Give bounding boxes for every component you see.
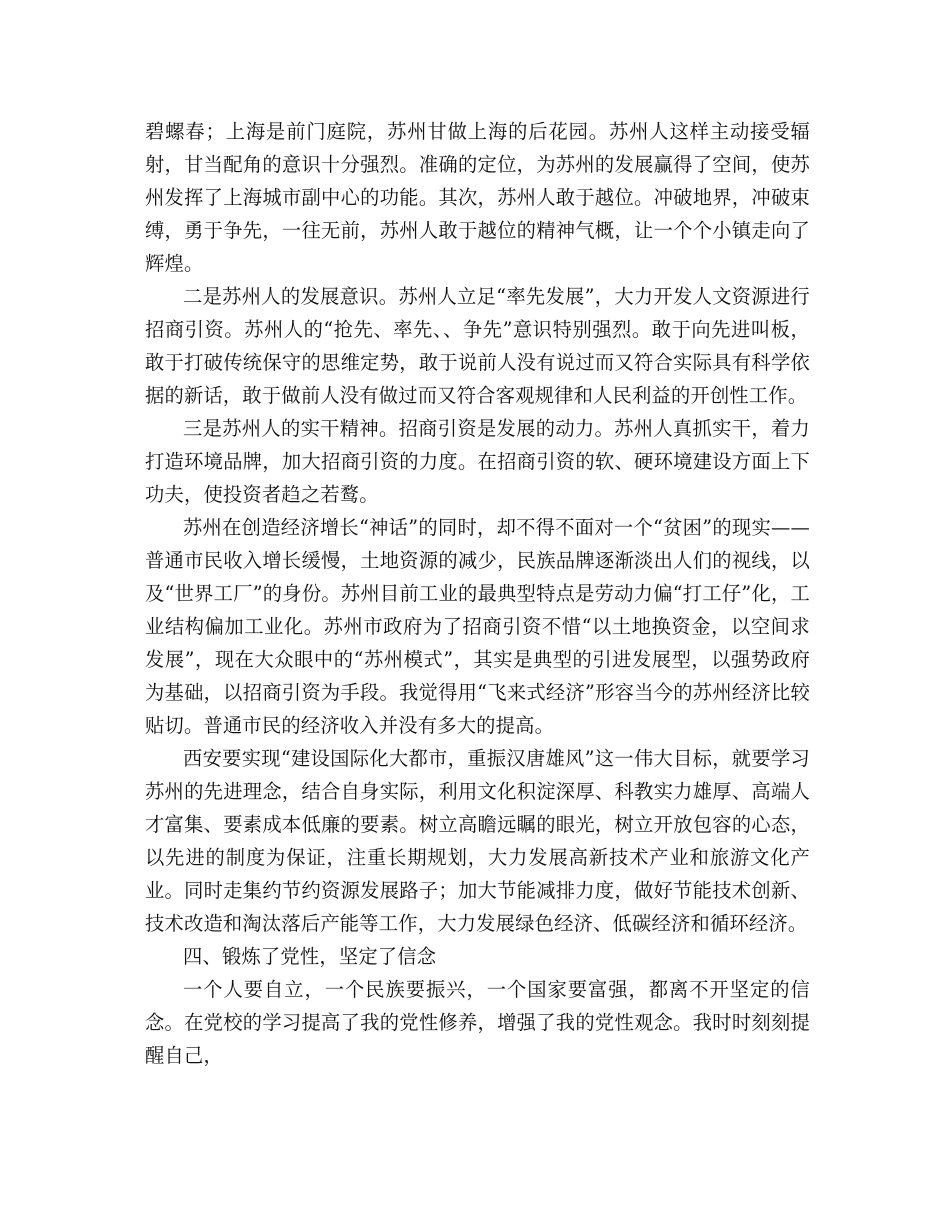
paragraph-4: 苏州在创造经济增长“神话”的同时，却不得不面对一个“贫困”的现实——普通市民收入增长缓慢，土地资源的减少，民族品牌逐渐淡出人们的视线，以及“世界工厂”的身份。苏州目前工业的最典型特点是劳动力偏“打工仔”化，工业结构偏加工业化。苏州市政府为了招商引资不惜“以土地换资金，以空间求发展”，现在大众眼中的“苏州模式”，其实是典型的引进发展型，以强势政府为基础，以招商引资为手段。我觉得用“飞来式经济”形容当今的苏州经济比较贴切。普通市民的经济收入并没有多大的提高。: [145, 516, 810, 737]
paragraph-1: 碧螺春；上海是前门庭院，苏州甘做上海的后花园。苏州人这样主动接受辐射，甘当配角的意识十分强烈。准确的定位，为苏州的发展赢得了空间，使苏州发挥了上海城市副中心的功能。其次，苏州人敢于越位。冲破地界，冲破束缚，勇于争先，一往无前，苏州人敢于越位的精神气概，让一个个小镇走向了辉煌。: [145, 120, 810, 275]
paragraph-5: 西安要实现“建设国际化大都市，重振汉唐雄风”这一伟大目标，就要学习苏州的先进理念，结合自身实际，利用文化积淀深厚、科教实力雄厚、高端人才富集、要素成本低廉的要素。树立高瞻远瞩的眼光，树立开放包容的心态，以先进的制度为保证，注重长期规划，大力发展高新技术产业和旅游文化产业。同时走集约节约资源发展路子；加大节能减排力度，做好节能技术创新、技术改造和淘汰落后产能等工作，大力发展绿色经济、低碳经济和循环经济。: [145, 747, 810, 935]
document-body: [145, 115, 810, 1072]
paragraph-2: 二是苏州人的发展意识。苏州人立足“率先发展”，大力开发人文资源进行招商引资。苏州人的“抢先、率先、、争先”意识特别强烈。敢于向先进叫板，敢于打破传统保守的思维定势，敢于说前人没有说过而又符合实际具有科学依据的新话，敢于做前人没有做过而又符合客观规律和人民利益的开创性工作。: [145, 285, 810, 407]
paragraph-3: 三是苏州人的实干精神。招商引资是发展的动力。苏州人真抓实干，着力打造环境品牌，加大招商引资的力度。在招商引资的软、硬环境建设方面上下功夫，使投资者趋之若鹜。: [145, 417, 810, 506]
paragraph-6: 一个人要自立，一个民族要振兴，一个国家要富强，都离不开坚定的信念。在党校的学习提高了我的党性修养，增强了我的党性观念。我时时刻刻提醒自己，: [145, 978, 810, 1067]
section-heading-4: 四、锻炼了党性，坚定了信念: [183, 945, 437, 968]
